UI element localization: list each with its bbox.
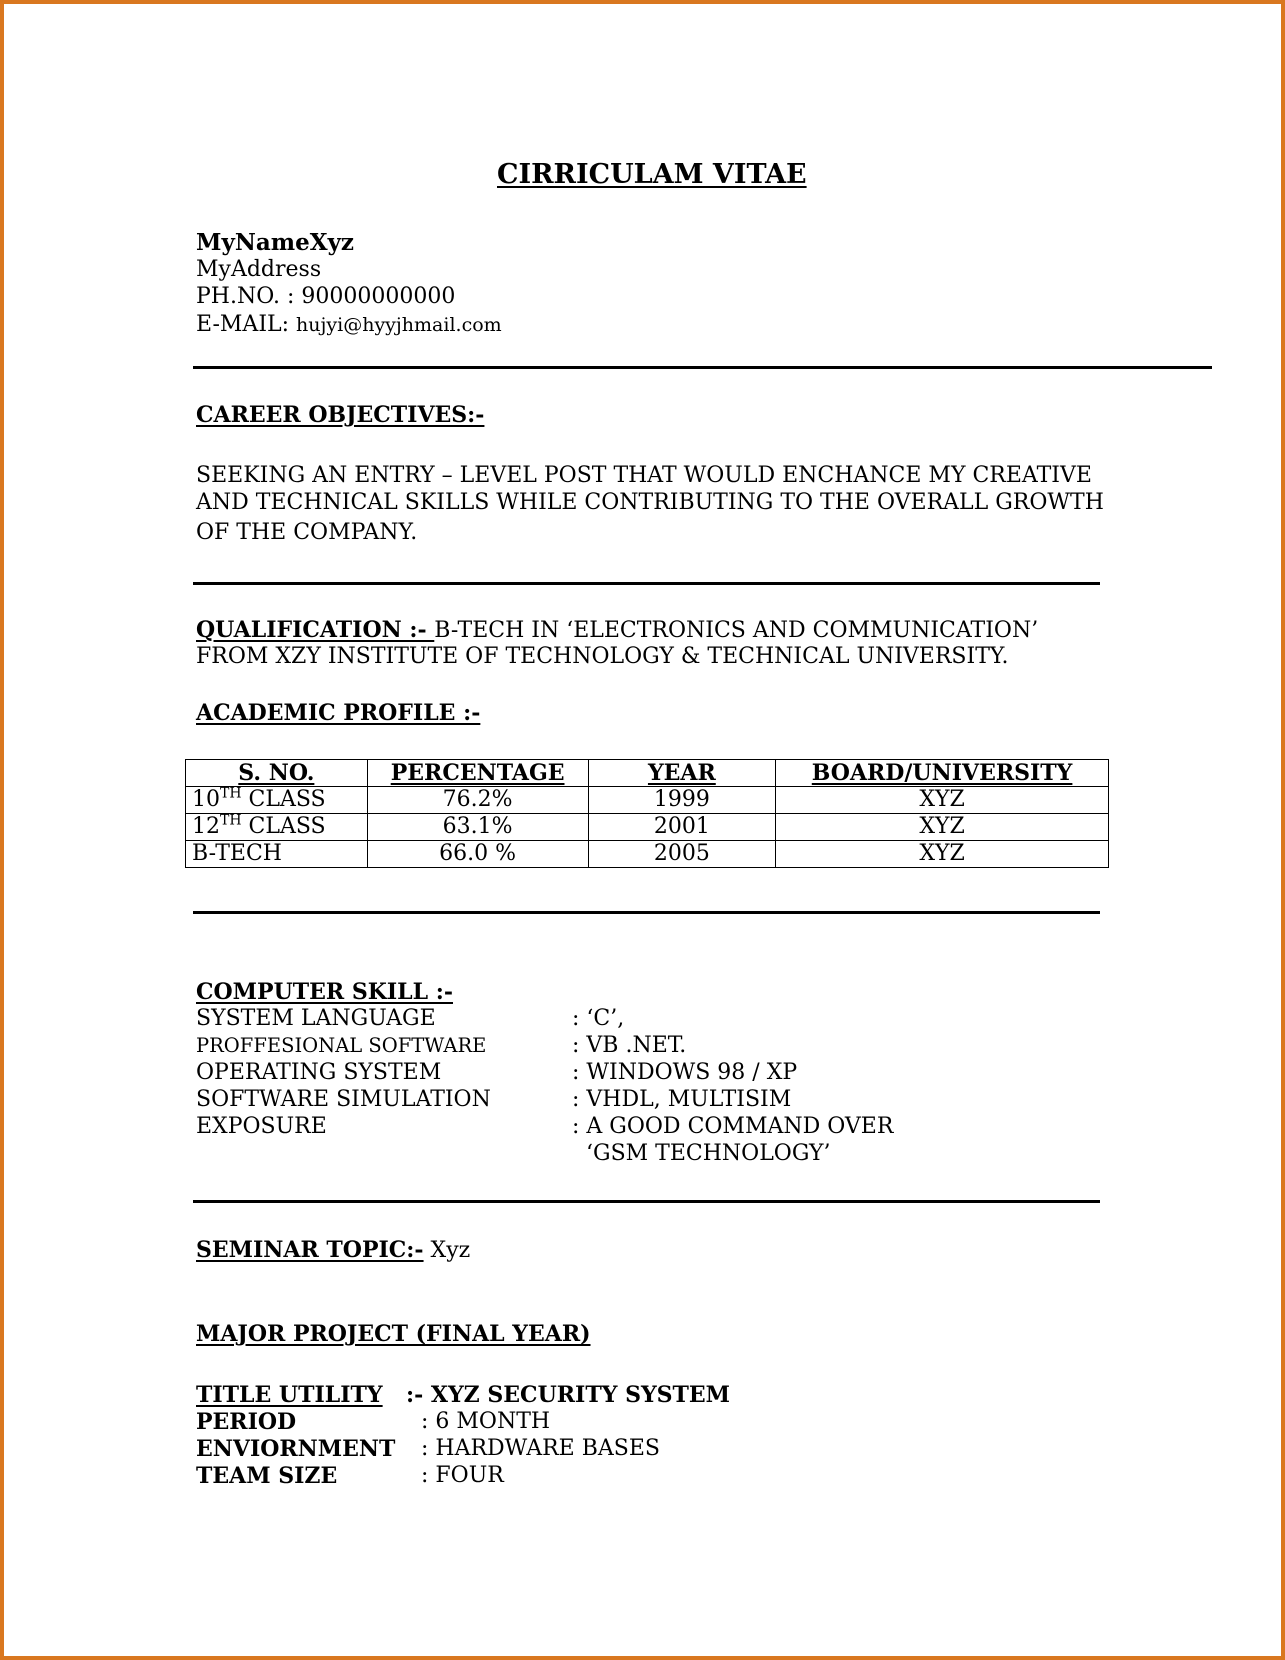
table-row bbox=[186, 841, 1109, 868]
career-line: OF THE COMPANY. bbox=[196, 520, 418, 545]
career-heading: CAREER OBJECTIVES:- bbox=[196, 402, 485, 428]
skill-value-continued: ‘GSM TECHNOLOGY’ bbox=[586, 1141, 831, 1166]
document-title: CIRRICULAM VITAE bbox=[497, 159, 807, 190]
skills-heading: COMPUTER SKILL :- bbox=[196, 979, 453, 1005]
qualification-degree: B-TECH IN ‘ELECTRONICS AND COMMUNICATION’ bbox=[434, 618, 1039, 643]
cell-class: 10TH CLASS bbox=[186, 787, 368, 814]
seminar-heading: SEMINAR TOPIC:- bbox=[196, 1237, 424, 1263]
table-header-row bbox=[186, 760, 1109, 787]
skill-label: SYSTEM LANGUAGE bbox=[196, 1006, 436, 1031]
divider bbox=[193, 582, 1100, 585]
skill-label: SOFTWARE SIMULATION bbox=[196, 1087, 491, 1112]
skill-value: : VHDL, MULTISIM bbox=[572, 1087, 792, 1112]
divider bbox=[193, 366, 1212, 369]
project-detail-label: ENVIORNMENT bbox=[196, 1436, 396, 1462]
qualification-heading: QUALIFICATION :- bbox=[196, 617, 435, 643]
cell-year: 1999 bbox=[588, 787, 776, 814]
cell-year: 2001 bbox=[588, 814, 776, 841]
project-detail-value: : 6 MONTH bbox=[421, 1409, 551, 1434]
divider bbox=[193, 911, 1100, 914]
cell-board: XYZ bbox=[776, 814, 1109, 841]
email-label: E-MAIL: bbox=[196, 312, 290, 337]
table-row bbox=[186, 814, 1109, 841]
seminar-value: Xyz bbox=[423, 1238, 471, 1263]
project-title-label: TITLE UTILITY bbox=[196, 1382, 383, 1408]
skill-value: : A GOOD COMMAND OVER bbox=[572, 1114, 894, 1139]
cell-percentage: 76.2% bbox=[367, 787, 588, 814]
header-sno: S. NO. bbox=[186, 760, 368, 787]
cell-percentage: 63.1% bbox=[367, 814, 588, 841]
project-detail-label: TEAM SIZE bbox=[196, 1463, 338, 1489]
header-board: BOARD/UNIVERSITY bbox=[776, 760, 1109, 787]
skill-label: PROFFESIONAL SOFTWARE bbox=[196, 1034, 487, 1057]
contact-name: MyNameXyz bbox=[196, 229, 354, 256]
seminar-line bbox=[196, 1237, 470, 1264]
skill-value: : ‘C’, bbox=[572, 1006, 625, 1031]
career-line: SEEKING AN ENTRY – LEVEL POST THAT WOULD ENCHANCE MY CREATIVE bbox=[196, 463, 1092, 488]
header-year: YEAR bbox=[588, 760, 776, 787]
email-value: hujyi@hyyjhmail.com bbox=[296, 314, 502, 336]
cell-class: 12TH CLASS bbox=[186, 814, 368, 841]
table-row bbox=[186, 787, 1109, 814]
academic-table bbox=[185, 759, 1109, 868]
cell-board: XYZ bbox=[776, 841, 1109, 868]
project-heading: MAJOR PROJECT (FINAL YEAR) bbox=[196, 1321, 591, 1347]
contact-phone bbox=[196, 284, 455, 310]
skill-value: : WINDOWS 98 / XP bbox=[572, 1060, 798, 1085]
skill-value: : VB .NET. bbox=[572, 1033, 687, 1058]
contact-email bbox=[196, 312, 502, 338]
project-title-value: :- XYZ SECURITY SYSTEM bbox=[406, 1382, 731, 1408]
phone-label: PH.NO. : bbox=[196, 284, 295, 309]
cell-board: XYZ bbox=[776, 787, 1109, 814]
divider bbox=[193, 1200, 1100, 1203]
qualification-line-2: FROM XZY INSTITUTE OF TECHNOLOGY & TECHNICAL UNIVERSITY. bbox=[196, 644, 1009, 669]
cell-class: B-TECH bbox=[186, 841, 368, 868]
project-detail-value: : FOUR bbox=[421, 1463, 504, 1488]
qualification-line-1 bbox=[196, 617, 1038, 644]
skill-label: EXPOSURE bbox=[196, 1114, 327, 1139]
project-detail-value: : HARDWARE BASES bbox=[421, 1436, 660, 1461]
phone-value: 90000000000 bbox=[301, 284, 456, 309]
cell-year: 2005 bbox=[588, 841, 776, 868]
contact-address: MyAddress bbox=[196, 257, 322, 282]
header-percentage: PERCENTAGE bbox=[367, 760, 588, 787]
skill-label: OPERATING SYSTEM bbox=[196, 1060, 442, 1085]
project-detail-label: PERIOD bbox=[196, 1409, 297, 1435]
career-line: AND TECHNICAL SKILLS WHILE CONTRIBUTING TO THE OVERALL GROWTH bbox=[196, 490, 1104, 515]
cell-percentage: 66.0 % bbox=[367, 841, 588, 868]
academic-heading: ACADEMIC PROFILE :- bbox=[196, 700, 481, 726]
